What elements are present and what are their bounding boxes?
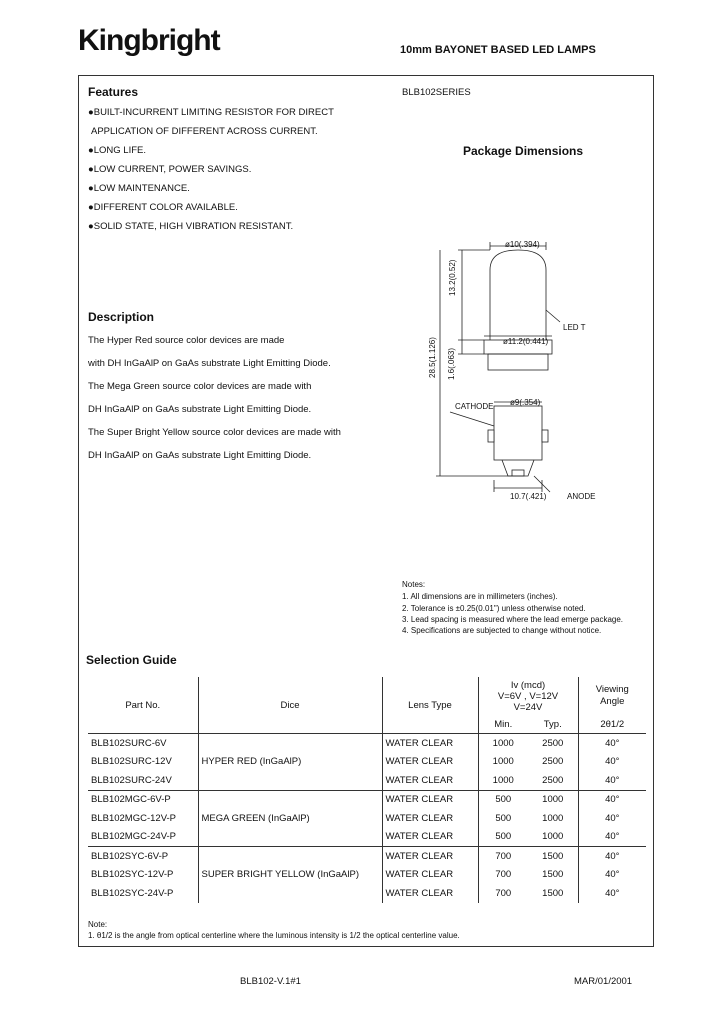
- lamp-contact: [502, 460, 534, 476]
- description-line: The Hyper Red source color devices are made: [88, 335, 285, 346]
- lens-type: WATER CLEAR: [382, 734, 478, 753]
- viewing-angle: 40°: [578, 828, 646, 847]
- selection-table: [88, 677, 646, 903]
- iv-typ: 1500: [542, 887, 564, 899]
- package-heading: Package Dimensions: [463, 144, 584, 158]
- dim-top-diameter: ø10(.394): [505, 240, 540, 249]
- dice-type: SUPER BRIGHT YELLOW (InGaAlP): [198, 847, 382, 903]
- view-label-1: Viewing: [595, 684, 629, 695]
- iv-typ: 1500: [542, 869, 564, 881]
- col-lens-header: Lens Type: [382, 677, 478, 734]
- brand-logo: Kingbright: [78, 24, 220, 57]
- iv-min: 500: [478, 790, 528, 809]
- bayonet-pin-left: [488, 430, 494, 442]
- view-label-2: Angle: [600, 696, 625, 707]
- lens-type: WATER CLEAR: [382, 847, 478, 866]
- footer-date: MAR/01/2001: [574, 976, 633, 987]
- col-view-header: [578, 677, 646, 715]
- part-number: BLB102SYC-24V-P: [91, 887, 174, 899]
- part-number: BLB102MGC-24V-P: [91, 831, 177, 843]
- description-line: The Mega Green source color devices are made with: [88, 381, 312, 392]
- dice-type: HYPER RED (InGaAlP): [198, 734, 382, 791]
- iv-typ: 2500: [542, 774, 564, 786]
- table-row: [88, 734, 646, 753]
- dim-flange-diameter: ø11.2(0.441): [503, 337, 549, 346]
- description-heading: Description: [88, 310, 155, 324]
- iv-min: 1000: [478, 753, 528, 772]
- viewing-angle: 40°: [578, 847, 646, 866]
- iv-min: 1000: [478, 771, 528, 790]
- contact-tip: [512, 470, 524, 476]
- dim-flange-height: 1.6(.063): [447, 347, 456, 380]
- dim-dome-height: 13.2(0.52): [448, 259, 457, 296]
- col-min-header: Min.: [478, 715, 528, 734]
- iv-voltage-1: V=6V , V=12V: [497, 690, 559, 702]
- feature-item: ●LONG LIFE.: [88, 145, 147, 156]
- lens-type: WATER CLEAR: [382, 753, 478, 772]
- notes-heading: Notes:: [402, 580, 426, 589]
- iv-min: 700: [478, 847, 528, 866]
- iv-min: 700: [478, 884, 528, 903]
- table-row: [88, 790, 646, 809]
- iv-typ: 1500: [542, 850, 564, 862]
- footer-doc-id: BLB102-V.1#1: [240, 976, 301, 987]
- description-line: The Super Bright Yellow source color devices are made with: [88, 427, 341, 438]
- led-label: LED T: [563, 323, 586, 332]
- lamp-dome: [490, 250, 546, 340]
- col-dice-header: Dice: [198, 677, 382, 734]
- iv-voltage-2: V=24V: [513, 701, 543, 713]
- viewing-angle: 40°: [578, 809, 646, 828]
- feature-item: ●DIFFERENT COLOR AVAILABLE.: [88, 202, 238, 213]
- viewing-angle: 40°: [578, 866, 646, 885]
- table-note-heading: Note:: [88, 920, 108, 929]
- description-line: DH InGaAlP on GaAs substrate Light Emitting Diode.: [88, 404, 312, 415]
- col-angle-header: 2θ1/2: [578, 715, 646, 734]
- selection-heading: Selection Guide: [86, 653, 177, 667]
- description-line: DH InGaAlP on GaAs substrate Light Emitting Diode.: [88, 450, 312, 461]
- col-part-header: Part No.: [125, 699, 161, 711]
- part-number: BLB102SURC-12V: [91, 756, 172, 768]
- lamp-neck: [488, 354, 548, 370]
- col-typ-header: Typ.: [543, 718, 562, 730]
- iv-typ: 2500: [542, 756, 564, 768]
- viewing-angle: 40°: [578, 753, 646, 772]
- feature-item: ●SOLID STATE, HIGH VIBRATION RESISTANT.: [88, 221, 294, 232]
- feature-item: ●LOW MAINTENANCE.: [88, 183, 190, 194]
- table-note: 1. θ1/2 is the angle from optical centerline where the luminous intensity is 1/2 the optical centerline value.: [88, 931, 460, 940]
- iv-typ: 1000: [542, 831, 564, 843]
- lens-type: WATER CLEAR: [382, 884, 478, 903]
- description-line: with DH InGaAlP on GaAs substrate Light Emitting Diode.: [88, 358, 331, 369]
- part-number: BLB102SYC-12V-P: [91, 869, 174, 881]
- viewing-angle: 40°: [578, 790, 646, 809]
- anode-label: ANODE: [567, 492, 596, 501]
- table-row: [88, 847, 646, 866]
- lens-type: WATER CLEAR: [382, 790, 478, 809]
- feature-item: ●LOW CURRENT, POWER SAVINGS.: [88, 164, 252, 175]
- bayonet-pin-right: [542, 430, 548, 442]
- iv-typ: 1000: [542, 812, 564, 824]
- cathode-label: CATHODE: [455, 402, 494, 411]
- viewing-angle: 40°: [578, 884, 646, 903]
- dim-base-diameter: ø9(.354): [510, 398, 541, 407]
- part-number: BLB102MGC-6V-P: [91, 794, 171, 806]
- dim-total-height: 28.5(1.126): [428, 337, 437, 378]
- iv-min: 500: [478, 809, 528, 828]
- viewing-angle: 40°: [578, 734, 646, 753]
- note-line: 2. Tolerance is ±0.25(0.01") unless otherwise noted.: [402, 604, 586, 613]
- dim-base-width: 10.7(.421): [510, 492, 547, 501]
- iv-typ: 2500: [542, 737, 564, 749]
- features-heading: Features: [88, 85, 139, 99]
- note-line: 3. Lead spacing is measured where the lead emerge package.: [402, 615, 624, 624]
- note-line: 4. Specifications are subjected to change without notice.: [402, 626, 602, 635]
- package-dimension-drawing: [410, 230, 610, 510]
- note-line: 1. All dimensions are in millimeters (inches).: [402, 592, 558, 601]
- series-label: BLB102SERIES: [402, 87, 471, 98]
- col-iv-header: [478, 677, 578, 715]
- feature-item: APPLICATION OF DIFFERENT ACROSS CURRENT.: [91, 126, 318, 137]
- part-number: BLB102SURC-24V: [91, 774, 172, 786]
- lens-type: WATER CLEAR: [382, 866, 478, 885]
- lamp-base: [494, 406, 542, 460]
- iv-min: 500: [478, 828, 528, 847]
- lens-type: WATER CLEAR: [382, 809, 478, 828]
- iv-min: 700: [478, 866, 528, 885]
- feature-item: ●BUILT-INCURRENT LIMITING RESISTOR FOR DIRECT: [88, 107, 334, 118]
- lens-type: WATER CLEAR: [382, 828, 478, 847]
- lens-type: WATER CLEAR: [382, 771, 478, 790]
- document-title: 10mm BAYONET BASED LED LAMPS: [400, 44, 596, 56]
- part-number: BLB102SYC-6V-P: [91, 850, 169, 862]
- iv-typ: 1000: [542, 794, 564, 806]
- iv-label: Iv (mcd): [510, 679, 546, 691]
- part-number: BLB102MGC-12V-P: [91, 812, 177, 824]
- part-number: BLB102SURC-6V: [91, 737, 167, 749]
- viewing-angle: 40°: [578, 771, 646, 790]
- iv-min: 1000: [478, 734, 528, 753]
- dice-type: MEGA GREEN (InGaAlP): [198, 790, 382, 847]
